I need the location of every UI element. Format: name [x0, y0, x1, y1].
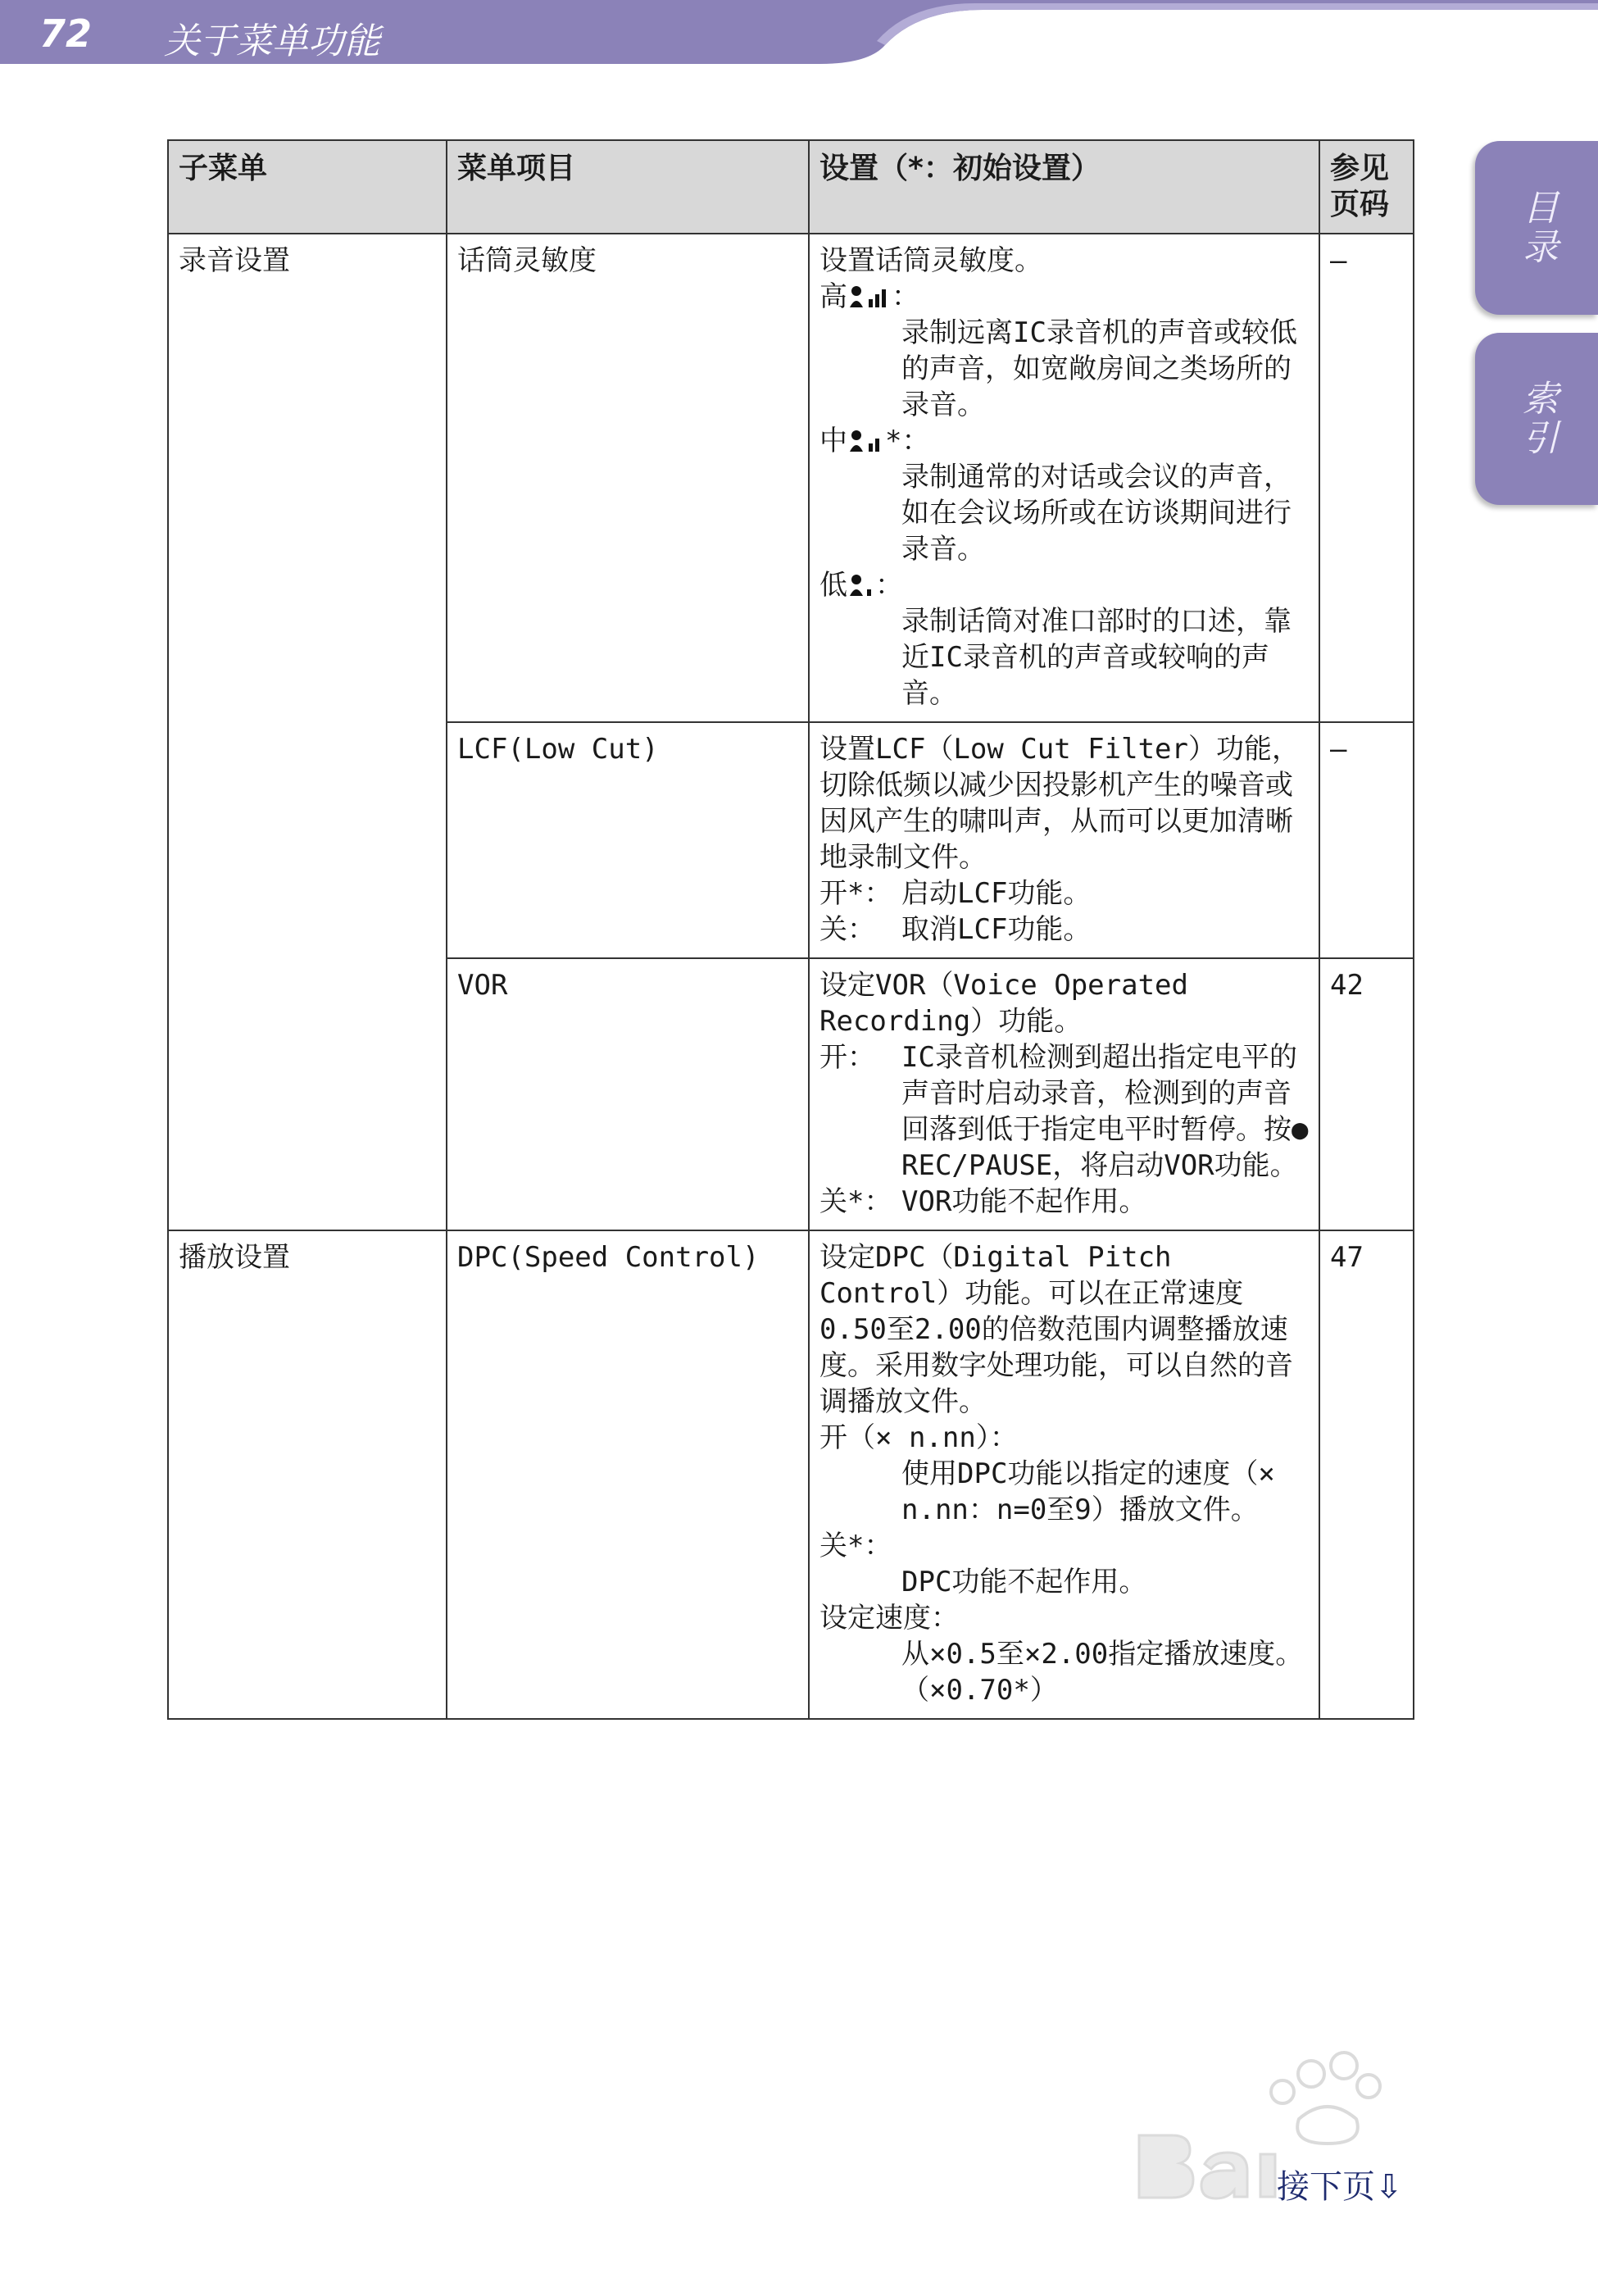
option-low-label: 低 [819, 569, 847, 602]
option-mid-desc: 录制通常的对话或会议的声音，如在会议场所或在访谈期间进行录音。 [901, 461, 1292, 566]
option-off-desc: 取消LCF功能。 [901, 913, 1092, 946]
header-setting: 设置（*：初始设置） [809, 140, 1319, 234]
option-low [819, 567, 1309, 603]
option-off-desc: VOR功能不起作用。 [901, 1185, 1147, 1218]
item-vor: VOR [447, 958, 809, 1230]
next-page-link[interactable]: 接下页⇩ [1277, 2168, 1403, 2206]
page-number: 72 [39, 11, 93, 56]
header-item: 菜单项目 [447, 140, 809, 234]
header-bar [0, 0, 1598, 66]
option-off [819, 912, 1309, 948]
option-speed-label: 设定速度： [819, 1602, 959, 1634]
option-high-desc: 录制远离IC录音机的声音或较低的声音，如宽敞房间之类场所的录音。 [901, 316, 1297, 421]
setting-mic-sensitivity [809, 234, 1319, 722]
option-on-label: 开*： [819, 877, 892, 910]
table-header-row [168, 140, 1414, 234]
item-mic-sensitivity: 话筒灵敏度 [447, 234, 809, 722]
option-on-label: 开： [819, 1041, 875, 1074]
item-dpc: DPC(Speed Control) [447, 1230, 809, 1719]
ref-lcf: — [1319, 722, 1414, 958]
setting-intro: 设置LCF（Low Cut Filter）功能，切除低频以减少因投影机产生的噪音或因风产生的啸叫声，从而可以更加清晰地录制文件。 [819, 733, 1300, 874]
setting-lcf [809, 722, 1319, 958]
mic-medium-icon [849, 429, 883, 453]
section-title: 关于菜单功能 [164, 20, 380, 62]
option-high-suffix: ： [892, 280, 919, 313]
table-row [168, 234, 1414, 722]
option-on-desc: 启动LCF功能。 [901, 877, 1092, 910]
mic-high-icon [849, 284, 890, 309]
index-tab-label: 索引 [1516, 380, 1558, 458]
header-submenu: 子菜单 [168, 140, 447, 234]
ref-mic-sensitivity: — [1319, 234, 1414, 722]
option-on-desc: IC录音机检测到超出指定电平的声音时启动录音，检测到的声音回落到低于指定电平时暂停。按● REC/PAUSE，将启动VOR功能。 [901, 1041, 1309, 1182]
toc-tab-label: 目录 [1516, 189, 1558, 267]
option-off [819, 1184, 1309, 1220]
setting-vor [809, 958, 1319, 1230]
option-off-label: 关*： [819, 1185, 892, 1218]
option-low-desc: 录制话筒对准口部时的口述，靠近IC录音机的声音或较响的声音。 [901, 605, 1292, 710]
option-mid [819, 423, 1309, 459]
option-off-desc: DPC功能不起作用。 [901, 1566, 1147, 1598]
option-on [819, 1039, 1309, 1184]
setting-intro: 设置话筒灵敏度。 [819, 244, 1042, 277]
submenu-playback: 播放设置 [168, 1230, 447, 1719]
option-mid-suffix: *： [885, 425, 930, 457]
table-row [168, 1230, 1414, 1719]
option-mid-label: 中 [819, 425, 847, 457]
submenu-recording: 录音设置 [168, 234, 447, 1230]
option-off-label: 关*： [819, 1530, 892, 1562]
toc-tab[interactable] [1475, 141, 1598, 315]
setting-dpc [809, 1230, 1319, 1719]
menu-table [167, 139, 1414, 1720]
setting-intro: 设定VOR（Voice Operated Recording）功能。 [819, 969, 1188, 1038]
mic-low-icon [849, 573, 874, 598]
option-speed-desc: 从×0.5至×2.00指定播放速度。（×0.70*） [901, 1638, 1304, 1707]
option-on-desc: 使用DPC功能以指定的速度（× n.nn：n=0至9）播放文件。 [901, 1457, 1275, 1526]
option-on-label: 开（× n.nn）： [819, 1421, 1018, 1454]
option-off-label: 关： [819, 913, 875, 946]
option-on [819, 875, 1309, 912]
option-low-suffix: ： [875, 569, 903, 602]
header-ref-page: 参见页码 [1319, 140, 1414, 234]
option-high [819, 279, 1309, 315]
ref-dpc: 47 [1319, 1230, 1414, 1719]
setting-intro: 设定DPC（Digital Pitch Control）功能。可以在正常速度0.50至2.00的倍数范围内调整播放速度。采用数字处理功能，可以自然的音调播放文件。 [819, 1241, 1293, 1418]
index-tab[interactable] [1475, 333, 1598, 505]
item-lcf: LCF(Low Cut) [447, 722, 809, 958]
ref-vor: 42 [1319, 958, 1414, 1230]
option-high-label: 高 [819, 280, 847, 313]
